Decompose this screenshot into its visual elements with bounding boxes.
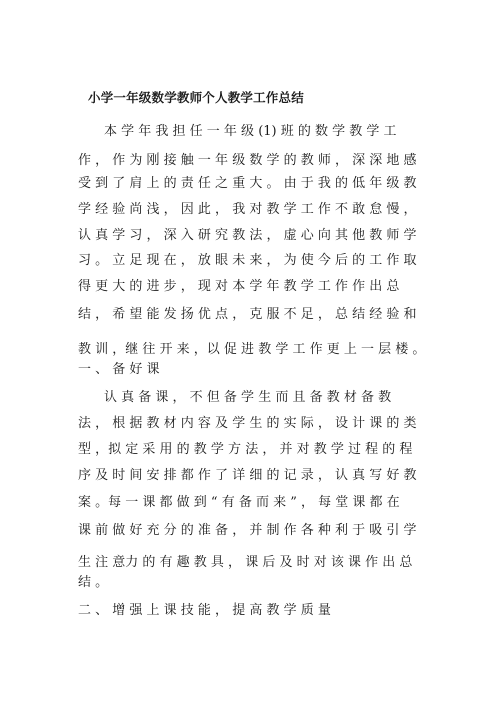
paragraph-line: 序 及 时 间 安 排 都 作 了 详 细 的 记 录 ， 认 真 写 好 教 xyxy=(78,468,417,483)
paragraph-line: 结 。 xyxy=(78,575,109,590)
paragraph-line: 受 到 了 肩 上 的 责 任 之 重 大 。 由 于 我 的 低 年 级 教 xyxy=(78,176,417,191)
paragraph-line: 本 学 年 我 担 任 一 年 级 (1) 班 的 数 学 教 学 工 xyxy=(78,124,397,139)
paragraph-line: 得 更 大 的 进 步 ， 现 对 本 学 年 教 学 工 作 作 出 总 xyxy=(78,279,400,294)
section-heading: 一 、 备 好 课 xyxy=(78,362,160,377)
paragraph-line: 法 ， 根 据 教 材 内 容 及 学 生 的 实 际 ， 设 计 课 的 类 xyxy=(78,416,417,431)
paragraph-line: 结 ， 希 望 能 发 扬 优 点 ， 克 服 不 足 ， 总 结 经 验 和 xyxy=(78,307,417,322)
section-heading: 二 、 增 强 上 课 技 能 ， 提 高 教 学 质 量 xyxy=(78,603,331,618)
paragraph-line: 认 真 学 习 ， 深 入 研 究 教 法 ， 虚 心 向 其 他 教 师 学 xyxy=(78,228,417,243)
paragraph-line: 学 经 验 尚 浅 ， 因 此 ， 我 对 教 学 工 作 不 敢 怠 慢 ， xyxy=(78,202,417,217)
paragraph-line: 教 训 ，继 往 开 来 ，以 促 进 教 学 工 作 更 上 一 层 楼 。 xyxy=(78,342,426,357)
paragraph-line: 课 前 做 好 充 分 的 准 备 ， 并 制 作 各 种 利 于 吸 引 学 xyxy=(78,523,417,538)
paragraph-line: 型 ，拟 定 采 用 的 教 学 方 法 ， 并 对 教 学 过 程 的 程 xyxy=(78,442,413,457)
document-title: 小学一年级数学教师个人教学工作总结 xyxy=(88,90,304,105)
paragraph-line: 案 。每 一 课 都 做 到 “ 有 备 而 来 ” ， 每 堂 课 都 在 xyxy=(78,495,400,510)
paragraph-line: 作 ， 作 为 刚 接 触 一 年 级 数 学 的 教 师 ， 深 深 地 感 xyxy=(78,153,417,168)
paragraph-line: 习 。 立 足 现 在 ， 放 眼 未 来 ， 为 使 今 后 的 工 作 取 xyxy=(78,253,417,268)
paragraph-line: 生 注 意力 的 有 趣 教 具 ， 课 后 及 时 对 该 课 作 出 总 xyxy=(78,555,413,570)
paragraph-line: 认 真 备 课 ， 不 但 备 学 生 而 且 备 教 材 备 教 xyxy=(78,390,392,405)
